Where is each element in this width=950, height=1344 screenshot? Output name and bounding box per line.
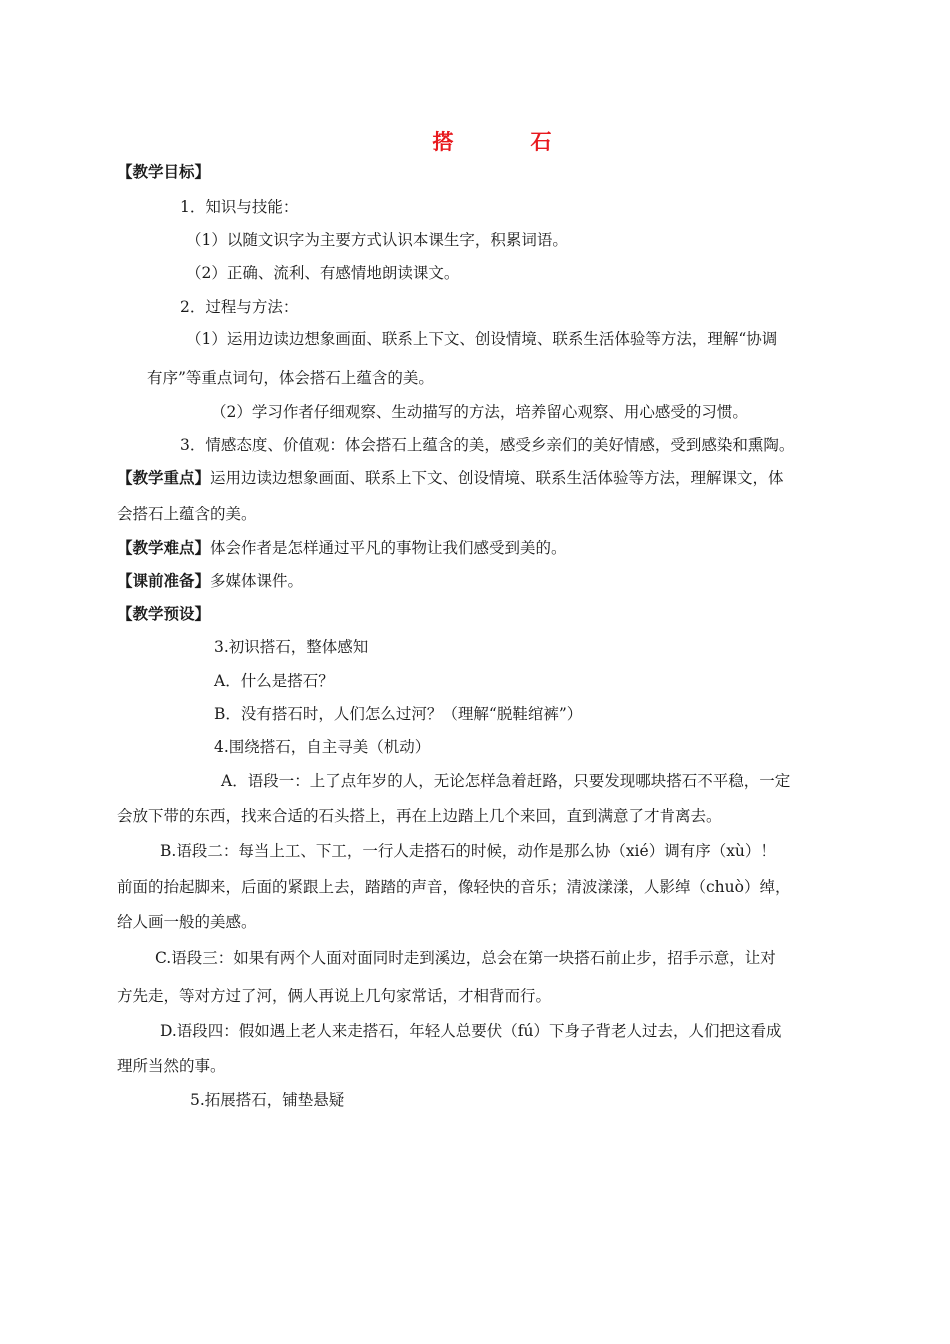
passage-a-line2: 会放下带的东西，找来合适的石头搭上，再在上边踏上几个来回，直到满意了才肯离去。 xyxy=(117,807,722,825)
goal-2-2: （2）学习作者仔细观察、生动描写的方法，培养留心观察、用心感受的习惯。 xyxy=(211,403,748,421)
section-4: 4.围绕搭石，自主寻美（机动） xyxy=(214,738,431,756)
goal-2: 2．过程与方法： xyxy=(180,298,299,316)
page-title: 搭 石 xyxy=(432,129,580,154)
goal-1: 1．知识与技能： xyxy=(180,198,299,216)
preparation-text: 多媒体课件。 xyxy=(210,572,304,590)
key-points xyxy=(117,468,784,488)
goal-1-2: （2）正确、流利、有感情地朗读课文。 xyxy=(186,264,460,282)
passage-c-line2: 方先走，等对方过了河，俩人再说上几句家常话，才相背而行。 xyxy=(117,987,552,1005)
goal-1-1: （1）以随文识字为主要方式认识本课生字，积累词语。 xyxy=(186,231,568,249)
passage-b-line1: B.语段二：每当上工、下工，一行人走搭石的时候，动作是那么协（xié）调有序（xù）！ xyxy=(160,842,776,860)
passage-a-line1: A．语段一：上了点年岁的人，无论怎样急着赶路，只要发现哪块搭石不平稳，一定 xyxy=(221,772,791,790)
section-3-b: B．没有搭石时，人们怎么过河？（理解“脱鞋绾裤”） xyxy=(214,705,583,723)
difficulty-text: 体会作者是怎样通过平凡的事物让我们感受到美的。 xyxy=(210,539,567,557)
key-points-text-line2: 会搭石上蕴含的美。 xyxy=(117,505,257,523)
preparation xyxy=(117,571,303,591)
section-3: 3.初识搭石，整体感知 xyxy=(214,638,369,656)
passage-c-line1: C.语段三：如果有两个人面对面同时走到溪边，总会在第一块搭石前止步，招手示意，让对 xyxy=(155,949,776,967)
key-points-text-line1: 运用边读边想象画面、联系上下文、创设情境、联系生活体验等方法，理解课文，体 xyxy=(210,469,784,487)
preparation-heading: 【课前准备】 xyxy=(117,571,211,590)
passage-d-line1: D.语段四：假如遇上老人来走搭石，年轻人总要伏（fú）下身子背老人过去，人们把这看成 xyxy=(160,1022,782,1040)
teaching-preset-heading: 【教学预设】 xyxy=(117,604,211,623)
difficulty xyxy=(117,538,567,558)
teaching-goals-heading: 【教学目标】 xyxy=(117,162,211,181)
passage-d-line2: 理所当然的事。 xyxy=(117,1057,226,1075)
passage-b-line3: 给人画一般的美感。 xyxy=(117,913,257,931)
passage-b-line2: 前面的抬起脚来，后面的紧跟上去，踏踏的声音，像轻快的音乐；清波漾漾，人影绰（chuò）绰， xyxy=(117,878,791,896)
difficulty-heading: 【教学难点】 xyxy=(117,538,211,557)
goal-3: 3．情感态度、价值观：体会搭石上蕴含的美，感受乡亲们的美好情感，受到感染和熏陶。 xyxy=(180,436,795,454)
goal-2-1-line2: 有序”等重点词句，体会搭石上蕴含的美。 xyxy=(147,369,434,387)
goal-2-1-line1: （1）运用边读边想象画面、联系上下文、创设情境、联系生活体验等方法，理解“协调 xyxy=(186,330,778,348)
key-points-heading: 【教学重点】 xyxy=(117,468,211,487)
section-5: 5.拓展搭石，铺垫悬疑 xyxy=(190,1091,345,1109)
section-3-a: A．什么是搭石？ xyxy=(214,672,334,690)
